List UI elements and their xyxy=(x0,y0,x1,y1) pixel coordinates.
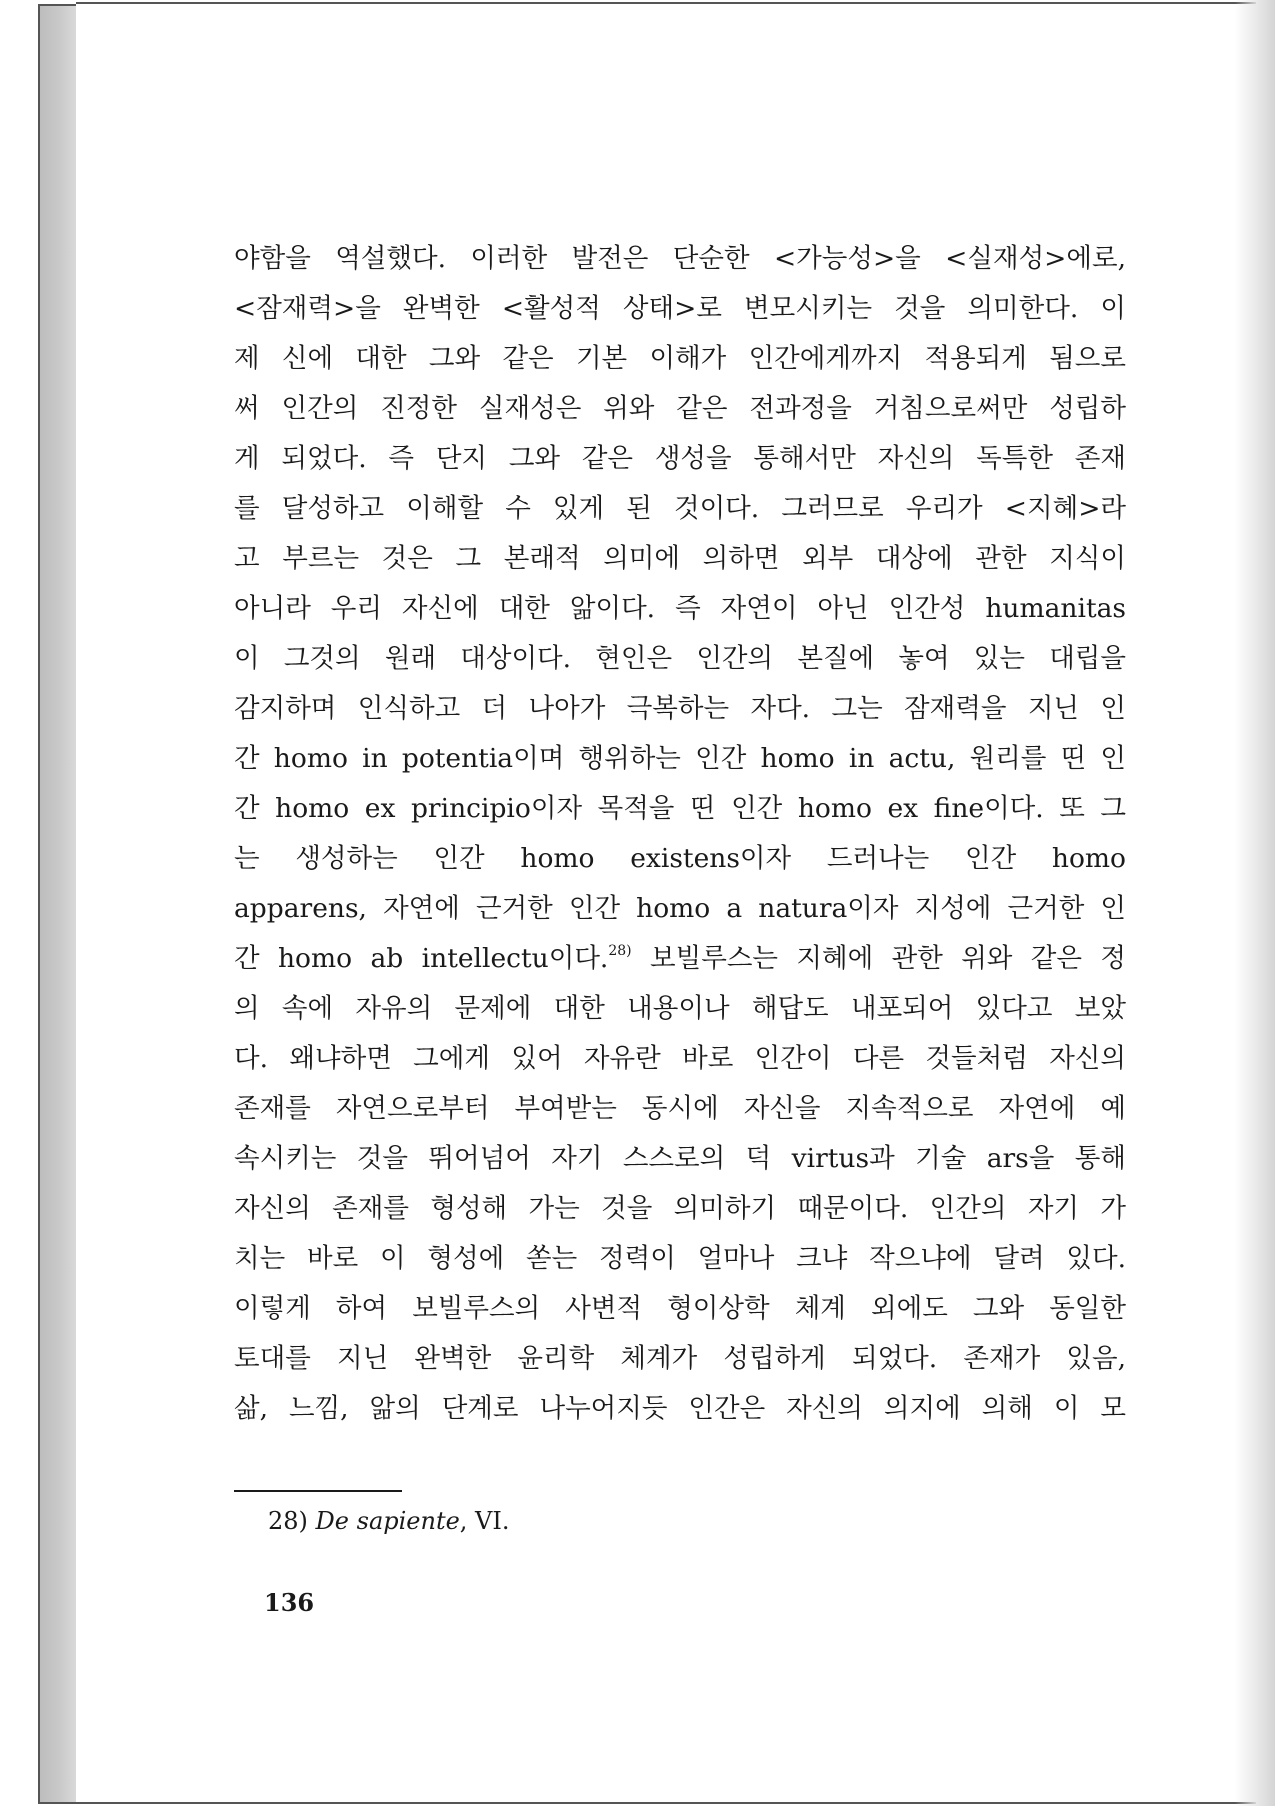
footnote xyxy=(268,1505,510,1537)
footnote-reference[interactable]: 28) xyxy=(608,943,632,959)
text-line-10: 감지하며 인식하고 더 나아가 극복하는 자다. 그는 잠재력을 지닌 인 xyxy=(234,693,1126,724)
text-line-8: 아니라 우리 자신에 대한 앎이다. 즉 자연이 아닌 인간성 humanitas xyxy=(234,593,1126,624)
text-line-18: 존재를 자연으로부터 부여받는 동시에 자신을 지속적으로 자연에 예 xyxy=(234,1093,1126,1124)
text-line-17: 다. 왜냐하면 그에게 있어 자유란 바로 인간이 다른 것들처럼 자신의 xyxy=(234,1043,1126,1074)
text-line-20: 자신의 존재를 형성해 가는 것을 의미하기 때문이다. 인간의 자기 가 xyxy=(234,1193,1126,1224)
footnote-rest: , VI. xyxy=(459,1507,510,1535)
text-line-3: 제 신에 대한 그와 같은 기본 이해가 인간에게까지 적용되게 됨으로 xyxy=(234,343,1126,374)
text-line-2: <잠재력>을 완벽한 <활성적 상태>로 변모시키는 것을 의미한다. 이 xyxy=(234,293,1126,324)
text-line-15-tail: 보빌루스는 지혜에 관한 위와 같은 정 xyxy=(650,943,1126,974)
text-line-15 xyxy=(234,934,1126,984)
footnote-number: 28) xyxy=(268,1507,308,1535)
text-line-11: 간 homo in potentia이며 행위하는 인간 homo in actu, 원리를 띤 인 xyxy=(234,743,1126,774)
text-line-14: apparens, 자연에 근거한 인간 homo a natura이자 지성에 근거한 인 xyxy=(234,893,1126,924)
body-text xyxy=(234,234,1126,1434)
text-line-22: 이렇게 하여 보빌루스의 사변적 형이상학 체계 외에도 그와 동일한 xyxy=(234,1293,1126,1324)
text-line-6: 를 달성하고 이해할 수 있게 된 것이다. 그러므로 우리가 <지혜>라 xyxy=(234,493,1126,524)
text-line-21: 치는 바로 이 형성에 쏟는 정력이 얼마나 크냐 작으냐에 달려 있다. xyxy=(234,1243,1126,1274)
text-line-15-head: 간 homo ab intellectu이다. xyxy=(234,943,609,974)
text-line-12: 간 homo ex principio이자 목적을 띤 인간 homo ex fine이다. 또 그 xyxy=(234,793,1126,824)
text-line-23: 토대를 지닌 완벽한 윤리학 체계가 성립하게 되었다. 존재가 있음, xyxy=(234,1343,1126,1374)
text-line-16: 의 속에 자유의 문제에 대한 내용이나 해답도 내포되어 있다고 보았 xyxy=(234,993,1126,1024)
text-line-4: 써 인간의 진정한 실재성은 위와 같은 전과정을 거침으로써만 성립하 xyxy=(234,393,1126,424)
page-number: 136 xyxy=(264,1588,315,1617)
footnote-title: De sapiente xyxy=(315,1507,460,1535)
text-line-7: 고 부르는 것은 그 본래적 의미에 의하면 외부 대상에 관한 지식이 xyxy=(234,543,1126,574)
text-line-9: 이 그것의 원래 대상이다. 현인은 인간의 본질에 놓여 있는 대립을 xyxy=(234,643,1126,674)
text-line-24: 삶, 느낌, 앎의 단계로 나누어지듯 인간은 자신의 의지에 의해 이 모 xyxy=(234,1393,1126,1424)
footnote-divider xyxy=(234,1490,402,1492)
text-line-5: 게 되었다. 즉 단지 그와 같은 생성을 통해서만 자신의 독특한 존재 xyxy=(234,443,1126,474)
page-right-shadow xyxy=(1235,0,1275,1806)
text-line-13: 는 생성하는 인간 homo existens이자 드러나는 인간 homo xyxy=(234,843,1126,874)
book-spine-edge xyxy=(38,4,76,1804)
text-line-19: 속시키는 것을 뛰어넘어 자기 스스로의 덕 virtus과 기술 ars을 통해 xyxy=(234,1143,1126,1174)
text-line-1: 야함을 역설했다. 이러한 발전은 단순한 <가능성>을 <실재성>에로, xyxy=(234,243,1126,274)
